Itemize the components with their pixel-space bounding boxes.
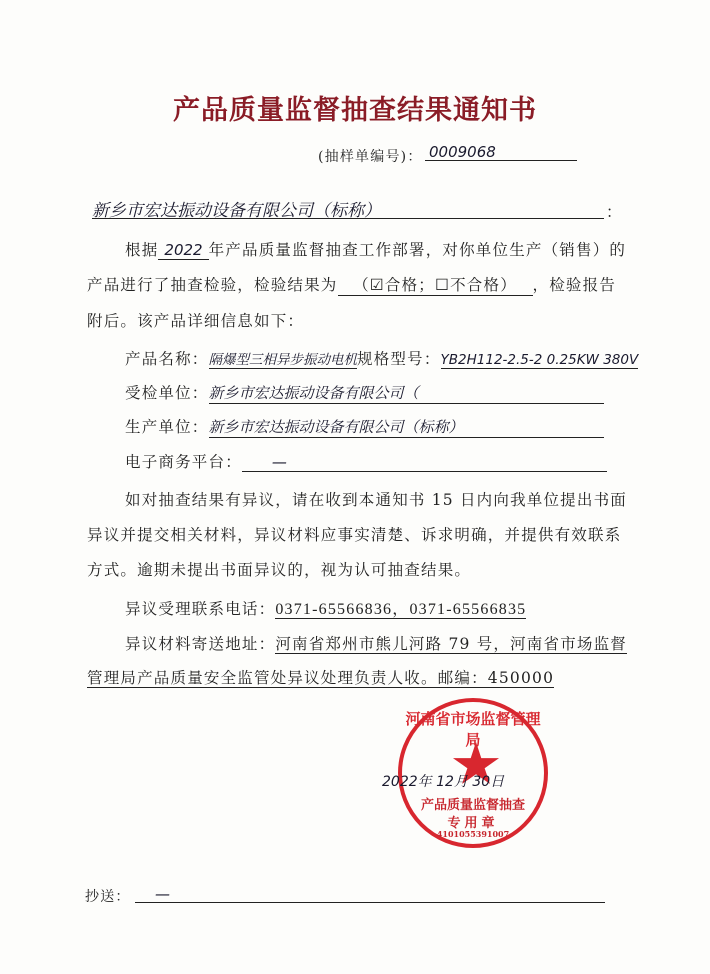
para1-line2-prefix: 产品进行了抽查检验，检验结果为 — [87, 276, 338, 294]
issue-date: 2022年 12月 30日 — [382, 774, 505, 790]
seal-code: 4101055391007 — [436, 829, 510, 839]
para2-line3: 方式。逾期未提出书面异议的，视为认可抽查结果。 — [87, 561, 472, 579]
spec: YB2H112-2.5-2 0.25KW 380V — [440, 352, 639, 368]
producer-label: 生产单位： — [125, 418, 209, 436]
result-options: （☑合格；☐不合格） — [338, 273, 533, 296]
inspected-unit: 新乡市宏达振动设备有限公司（ — [209, 382, 604, 404]
phone: 0371-65566836，0371-65566835 — [275, 601, 527, 618]
cc-label: 抄送： — [85, 889, 131, 905]
product-name-label: 产品名称： — [125, 350, 209, 368]
para1-line2-suffix: ，检验报告 — [532, 276, 617, 294]
spec-label: 规格型号： — [357, 350, 441, 368]
producer: 新乡市宏达振动设备有限公司（标称） — [209, 416, 604, 438]
document-title: 产品质量监督抽查结果通知书 — [173, 95, 537, 126]
ecommerce-label: 电子商务平台： — [125, 453, 242, 471]
para2-line2: 异议并提交相关材料，异议材料应事实清楚、诉求明确，并提供有效联系 — [87, 526, 622, 544]
address-line1: 河南省郑州市熊儿河路 79 号，河南省市场监督 — [275, 635, 627, 653]
phone-label: 异议受理联系电话： — [125, 600, 276, 618]
cc-value: — — [155, 885, 170, 903]
address-line2-row — [87, 666, 554, 688]
seal-line1: 产品质量监督抽查 — [420, 798, 525, 813]
product-name-row — [125, 347, 638, 369]
para1-line2 — [87, 273, 616, 296]
sample-no-label: (抽样单编号)： — [318, 149, 423, 165]
para1-line1 — [125, 238, 626, 260]
phone-row — [125, 596, 526, 619]
ecommerce: — — [242, 453, 607, 472]
address-label: 异议材料寄送地址： — [125, 635, 276, 653]
para1-prefix: 根据 — [125, 241, 159, 259]
inspected-unit-label: 受检单位： — [125, 384, 209, 402]
producer-row — [125, 415, 604, 438]
product-name: 隔爆型三相异步振动电机 — [208, 352, 358, 368]
address-line2: 管理局产品质量安全监管处异议处理负责人收。邮编：450000 — [87, 669, 555, 687]
para1-line3: 附后。该产品详细信息如下： — [87, 312, 305, 330]
seal-line2: 专用章 — [447, 816, 499, 831]
para1-line1-rest: 年产品质量监督抽查工作部署，对你单位生产（销售）的 — [208, 241, 627, 259]
para2-line1: 如对抽查结果有异议，请在收到本通知书 15 日内向我单位提出书面 — [125, 491, 627, 509]
year: 2022 — [158, 241, 208, 260]
inspected-unit-row — [125, 381, 604, 404]
recipient-field — [92, 196, 604, 219]
recipient: 新乡市宏达振动设备有限公司（标称） — [92, 201, 381, 221]
seal-org: 河南省市场监督管理局 — [405, 710, 541, 749]
sample-no-field — [425, 142, 577, 161]
address-row — [125, 632, 627, 654]
ecommerce-row — [125, 450, 607, 472]
recipient-colon: ： — [606, 203, 623, 221]
sample-no: 0009068 — [429, 143, 496, 161]
cc-field — [135, 884, 605, 903]
